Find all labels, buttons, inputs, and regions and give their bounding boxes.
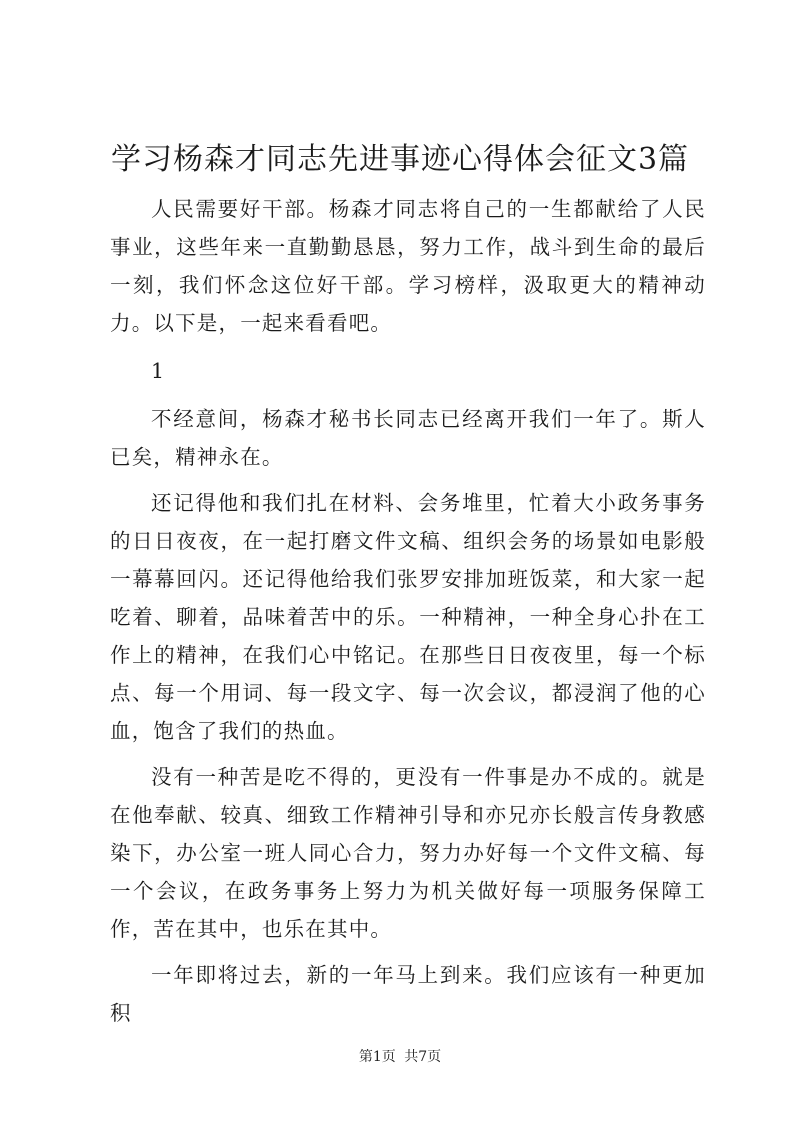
document-title: 学习杨森才同志先进事迹心得体会征文3篇 [110, 142, 690, 177]
body-paragraph: 没有一种苦是吃不得的，更没有一件事是办不成的。就是在他奉献、较真、细致工作精神引导和亦兄亦长般言传身教感染下，办公室一班人同心合力，努力办好每一个文件文稿、每一个会议，在政务事务上努力为机关做好每一项服务保障工作，苦在其中，也乐在其中。 [110, 765, 706, 941]
body-paragraph: 一年即将过去，新的一年马上到来。我们应该有一种更加积 [110, 963, 706, 1025]
body-paragraph: 不经意间，杨森才秘书长同志已经离开我们一年了。斯人已矣，精神永在。 [110, 407, 706, 469]
page-total: 共7页 [404, 1049, 442, 1065]
document-body [110, 190, 706, 1040]
section-number: 1 [151, 359, 165, 383]
body-paragraph: 还记得他和我们扎在材料、会务堆里，忙着大小政务事务的日日夜夜，在一起打磨文件文稿、组织会务的场景如电影般一幕幕回闪。还记得他给我们张罗安排加班饭菜，和大家一起吃着、聊着，品味着苦中的乐。一种精神，一种全身心扑在工作上的精神，在我们心中铭记。在那些日日夜夜里，每一个标点、每一个用词、每一段文字、每一次会议，都浸润了他的心血，饱含了我们的热血。 [110, 491, 706, 743]
page-number: 第1页 [358, 1049, 396, 1065]
page-footer [0, 1047, 800, 1067]
intro-paragraph: 人民需要好干部。杨森才同志将自己的一生都献给了人民事业，这些年来一直勤勤恳恳，努力工作，战斗到生命的最后一刻，我们怀念这位好干部。学习榜样，汲取更大的精神动力。以下是，一起来看看吧。 [110, 197, 706, 335]
